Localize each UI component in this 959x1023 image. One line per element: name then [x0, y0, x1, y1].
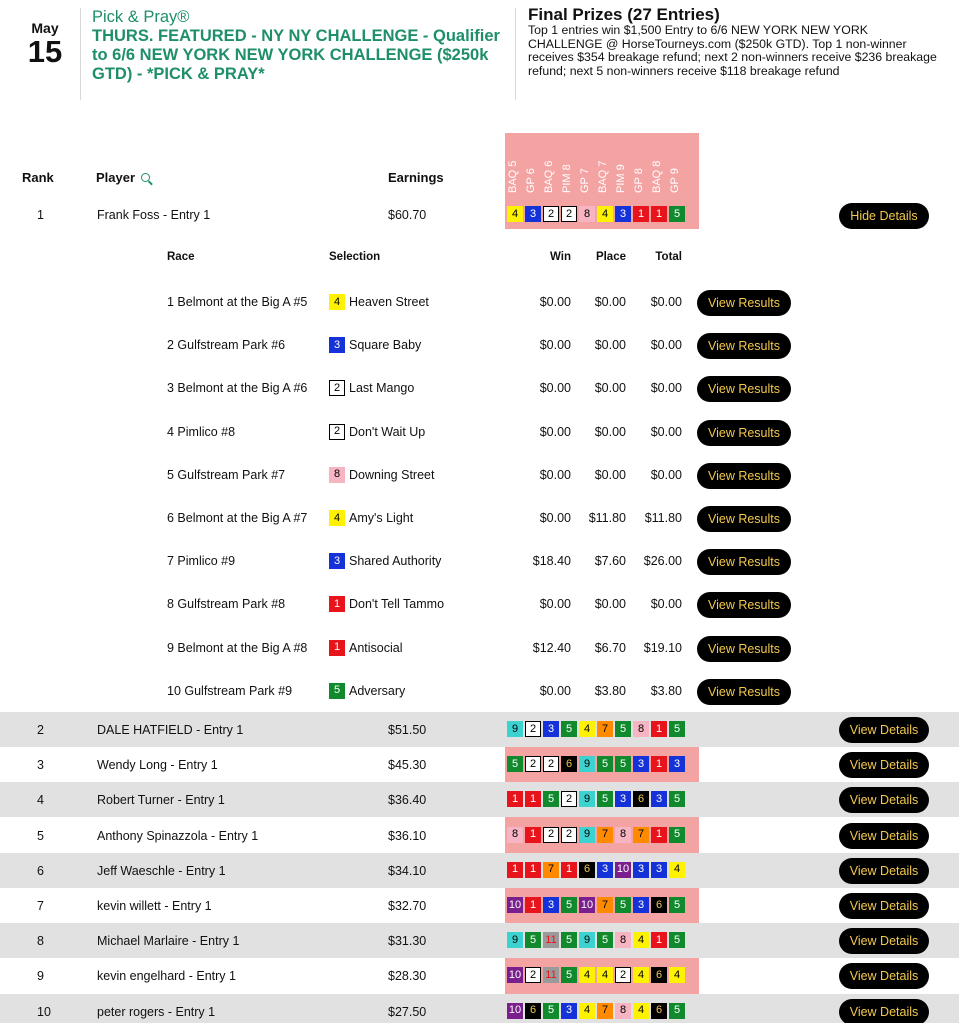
- race-name: 3 Belmont at the Big A #6: [167, 381, 308, 396]
- pick-badge: 9: [579, 791, 595, 807]
- player-column-label: Player: [96, 170, 136, 185]
- pick-badge: 3: [615, 206, 631, 222]
- header-divider: [80, 8, 81, 100]
- place-payout: $7.60: [594, 554, 626, 569]
- row-earnings: $36.40: [388, 793, 427, 808]
- pick-badge: 6: [651, 897, 667, 913]
- view-details-button[interactable]: View Details: [839, 999, 929, 1023]
- row-rank: 4: [37, 793, 44, 808]
- pick-badge: 1: [651, 206, 667, 222]
- pick-badge: 3: [597, 862, 613, 878]
- row-earnings: $31.30: [388, 934, 427, 949]
- row-picks: [507, 967, 685, 983]
- pick-badge: 11: [543, 967, 559, 983]
- view-details-button[interactable]: View Details: [839, 823, 929, 849]
- race-header-baq-7: [597, 138, 611, 193]
- row-rank: 7: [37, 899, 44, 913]
- standings-row: [0, 818, 959, 853]
- place-payout: $0.00: [594, 381, 626, 396]
- row-earnings: $51.50: [388, 723, 427, 737]
- pick-badge: 9: [507, 721, 523, 737]
- pick-badge: 5: [669, 1003, 685, 1019]
- horse-name: Don't Tell Tammo: [349, 597, 445, 612]
- race-header-pim-8: [561, 138, 575, 193]
- pick-badge: 11: [543, 932, 559, 948]
- program-number-badge: 5: [329, 683, 345, 699]
- horse-name: Don't Wait Up: [349, 424, 426, 439]
- win-payout: $0.00: [539, 467, 571, 482]
- standings-row: [0, 853, 959, 888]
- race-header-baq-6: [543, 138, 557, 193]
- pick-badge: 1: [651, 756, 667, 772]
- pick-badge: 7: [597, 897, 613, 913]
- details-total-header: Total: [655, 251, 682, 263]
- selection-badge: [329, 510, 345, 526]
- contest-date: [20, 20, 70, 67]
- pick-badge: 5: [669, 791, 685, 807]
- final-prizes-description: Top 1 entries win $1,500 Entry to 6/6 NEW YORK NEW YORK CHALLENGE @ HorseTourneys.com ($250k GTD). Top 1 non-winner receives $354 breakage refund; next 2 non-winners receive $236 breakage refund; next 5 non-winners receive $118 breakage refund: [528, 23, 937, 78]
- row-player[interactable]: Wendy Long - Entry 1: [97, 758, 218, 773]
- race-name: 1 Belmont at the Big A #5: [167, 295, 308, 309]
- total-payout: $11.80: [644, 511, 682, 525]
- pick-badge: 10: [507, 967, 523, 983]
- standings-row: [0, 712, 959, 747]
- pick-badge: 5: [669, 897, 685, 913]
- horse-name: Last Mango: [349, 381, 415, 396]
- row-player[interactable]: Robert Turner - Entry 1: [97, 793, 225, 808]
- standings-row: [0, 958, 959, 993]
- row-player[interactable]: DALE HATFIELD - Entry 1: [97, 723, 244, 737]
- pick-badge: 2: [525, 756, 541, 772]
- pick-badge: 3: [651, 862, 667, 878]
- program-number-badge: 2: [329, 424, 345, 440]
- pick-badge: 5: [543, 1003, 559, 1019]
- pick-badge: 7: [597, 721, 613, 737]
- pick-badge: 4: [633, 967, 649, 983]
- selection-badge: [329, 640, 345, 656]
- leader-player[interactable]: Frank Foss - Entry 1: [97, 208, 211, 222]
- total-payout: $0.00: [650, 381, 682, 396]
- view-details-button[interactable]: View Details: [839, 963, 929, 989]
- row-player[interactable]: kevin engelhard - Entry 1: [97, 969, 236, 984]
- view-results-button[interactable]: View Results: [697, 420, 791, 446]
- rank-column-header: Rank: [22, 170, 54, 185]
- row-picks: [507, 897, 685, 913]
- race-name: 6 Belmont at the Big A #7: [167, 511, 308, 525]
- pick-badge: 3: [525, 206, 541, 222]
- row-rank: 6: [37, 863, 44, 878]
- pick-badge: 4: [579, 967, 595, 983]
- pick-badge: 8: [579, 206, 595, 222]
- pick-badge: 5: [525, 932, 541, 948]
- race-name: 9 Belmont at the Big A #8: [167, 640, 308, 655]
- win-payout: $0.00: [539, 295, 571, 309]
- race-header-label: PIM 9: [615, 164, 627, 193]
- total-payout: $3.80: [650, 683, 682, 698]
- leader-earnings: $60.70: [388, 208, 427, 222]
- view-details-button[interactable]: View Details: [839, 752, 929, 778]
- row-rank: 9: [37, 969, 44, 984]
- win-payout: $12.40: [532, 640, 571, 655]
- row-earnings: $28.30: [388, 969, 427, 984]
- pick-badge: 4: [579, 1003, 595, 1019]
- standings-row: [0, 994, 959, 1023]
- pick-badge: 4: [597, 206, 613, 222]
- pick-badge: 5: [669, 932, 685, 948]
- final-prizes-title: Final Prizes (27 Entries): [528, 5, 720, 24]
- details-selection-header: Selection: [329, 251, 381, 263]
- row-picks: [507, 756, 685, 772]
- pick-badge: 5: [669, 206, 685, 222]
- pick-badge: 10: [579, 897, 595, 913]
- pick-badge: 10: [615, 862, 631, 878]
- selection-badge: [329, 683, 345, 699]
- pick-badge: 4: [669, 967, 685, 983]
- place-payout: $0.00: [594, 597, 626, 612]
- place-payout: $6.70: [594, 640, 626, 655]
- win-payout: $0.00: [539, 683, 571, 698]
- pick-badge: 1: [633, 206, 649, 222]
- standings-row: [0, 782, 959, 817]
- race-header-label: GP 9: [669, 168, 681, 193]
- row-picks: [507, 721, 685, 737]
- final-prizes: [528, 5, 938, 78]
- pick-badge: 4: [507, 206, 523, 222]
- place-payout: $0.00: [594, 338, 626, 353]
- race-header-label: BAQ 5: [507, 160, 519, 193]
- row-player[interactable]: peter rogers - Entry 1: [97, 1004, 216, 1019]
- pick-badge: 4: [669, 862, 685, 878]
- pick-badge: 3: [615, 791, 631, 807]
- win-payout: $0.00: [539, 511, 571, 525]
- pick-badge: 6: [633, 791, 649, 807]
- details-win-header: Win: [550, 251, 571, 263]
- selection-badge: [329, 424, 345, 440]
- program-number-badge: 1: [329, 640, 345, 656]
- pick-badge: 10: [507, 897, 523, 913]
- pick-badge: 3: [669, 756, 685, 772]
- total-payout: $26.00: [643, 554, 682, 569]
- pick-badge: 5: [597, 791, 613, 807]
- pick-badge: 2: [561, 791, 577, 807]
- pick-badge: 6: [525, 1003, 541, 1019]
- race-name: 4 Pimlico #8: [167, 424, 236, 439]
- view-details-button[interactable]: View Details: [839, 787, 929, 813]
- view-details-button[interactable]: View Details: [839, 893, 929, 919]
- pick-badge: 8: [633, 721, 649, 737]
- contest-name: THURS. FEATURED - NY NY CHALLENGE - Qualifier to 6/6 NEW YORK NEW YORK CHALLENGE ($250k GTD) - *PICK & PRAY*: [92, 27, 500, 83]
- pick-badge: 5: [669, 827, 685, 843]
- pick-badge: 1: [651, 827, 667, 843]
- row-rank: 5: [37, 828, 44, 843]
- contest-brand: Pick & Pray®: [92, 8, 190, 26]
- program-number-badge: 3: [329, 553, 345, 569]
- pick-badge: 9: [507, 932, 523, 948]
- pick-badge: 1: [651, 932, 667, 948]
- race-header-label: GP 7: [579, 168, 591, 193]
- pick-badge: 3: [543, 897, 559, 913]
- pick-badge: 1: [525, 791, 541, 807]
- program-number-badge: 4: [329, 294, 345, 310]
- pick-badge: 6: [561, 756, 577, 772]
- race-name: 5 Gulfstream Park #7: [167, 467, 286, 482]
- pick-badge: 3: [633, 862, 649, 878]
- pick-badge: 2: [543, 206, 559, 222]
- view-results-button[interactable]: View Results: [697, 506, 791, 532]
- row-player[interactable]: Anthony Spinazzola - Entry 1: [97, 828, 259, 843]
- selection-badge: [329, 294, 345, 310]
- pick-badge: 4: [633, 1003, 649, 1019]
- win-payout: $0.00: [539, 597, 571, 612]
- pick-badge: 7: [597, 1003, 613, 1019]
- pick-badge: 1: [507, 791, 523, 807]
- horse-name: Amy's Light: [349, 511, 414, 525]
- view-results-button[interactable]: View Results: [697, 463, 791, 489]
- program-number-badge: 8: [329, 467, 345, 483]
- pick-badge: 1: [561, 862, 577, 878]
- program-number-badge: 2: [329, 380, 345, 396]
- pick-badge: 5: [543, 791, 559, 807]
- pick-badge: 10: [507, 1003, 523, 1019]
- race-header-label: PIM 8: [561, 164, 573, 193]
- pick-badge: 6: [651, 1003, 667, 1019]
- pick-badge: 3: [633, 897, 649, 913]
- pick-badge: 2: [543, 756, 559, 772]
- view-results-button[interactable]: View Results: [697, 290, 791, 316]
- pick-badge: 6: [651, 967, 667, 983]
- pick-badge: 3: [561, 1003, 577, 1019]
- row-earnings: $32.70: [388, 899, 427, 913]
- win-payout: $0.00: [539, 424, 571, 439]
- place-payout: $3.80: [594, 683, 626, 698]
- race-name: 8 Gulfstream Park #8: [167, 597, 286, 612]
- pick-badge: 9: [579, 756, 595, 772]
- pick-badge: 6: [579, 862, 595, 878]
- place-payout: $0.00: [594, 424, 626, 439]
- pick-badge: 5: [507, 756, 523, 772]
- pick-badge: 1: [525, 827, 541, 843]
- standings-row: [0, 747, 959, 782]
- selection-badge: [329, 553, 345, 569]
- win-payout: $0.00: [539, 381, 571, 396]
- total-payout: $19.10: [643, 640, 682, 655]
- pick-badge: 5: [561, 897, 577, 913]
- selection-badge: [329, 596, 345, 612]
- race-header-baq-8: [651, 138, 665, 193]
- race-header-label: GP 8: [633, 168, 645, 193]
- row-earnings: $27.50: [388, 1004, 427, 1019]
- row-rank: 3: [37, 758, 44, 773]
- view-results-button[interactable]: View Results: [697, 592, 791, 618]
- race-header-gp-7: [579, 138, 593, 193]
- place-payout: $11.80: [588, 511, 626, 525]
- contest-title: [92, 8, 502, 84]
- details-race-header: Race: [167, 251, 195, 263]
- horse-name: Antisocial: [349, 640, 403, 655]
- pick-badge: 5: [561, 932, 577, 948]
- place-payout: $0.00: [594, 295, 626, 309]
- row-picks: [507, 791, 685, 807]
- row-rank: 10: [37, 1004, 51, 1019]
- pick-badge: 5: [615, 897, 631, 913]
- pick-badge: 7: [543, 862, 559, 878]
- view-details-button[interactable]: View Details: [839, 717, 929, 743]
- win-payout: $0.00: [539, 338, 571, 353]
- pick-badge: 4: [597, 967, 613, 983]
- date-day: 15: [27, 34, 63, 69]
- program-number-badge: 1: [329, 596, 345, 612]
- horse-name: Downing Street: [349, 467, 435, 482]
- pick-badge: 1: [525, 897, 541, 913]
- pick-badge: 3: [651, 791, 667, 807]
- race-header-label: BAQ 8: [651, 160, 663, 193]
- pick-badge: 2: [525, 967, 541, 983]
- pick-badge: 5: [669, 721, 685, 737]
- standings-row: [0, 923, 959, 958]
- race-name: 7 Pimlico #9: [167, 554, 236, 569]
- total-payout: $0.00: [650, 597, 682, 612]
- race-header-label: BAQ 6: [543, 160, 555, 193]
- program-number-badge: 3: [329, 337, 345, 353]
- pick-badge: 1: [507, 862, 523, 878]
- selection-badge: [329, 380, 345, 396]
- row-picks: [507, 932, 685, 948]
- pick-badge: 5: [597, 756, 613, 772]
- selection-badge: [329, 467, 345, 483]
- pick-badge: 5: [615, 756, 631, 772]
- pick-badge: 8: [615, 1003, 631, 1019]
- pick-badge: 8: [615, 932, 631, 948]
- pick-badge: 1: [525, 862, 541, 878]
- pick-badge: 8: [615, 827, 631, 843]
- hide-details-button[interactable]: Hide Details: [839, 203, 929, 229]
- date-month: May: [31, 20, 59, 36]
- view-results-button[interactable]: View Results: [697, 636, 791, 662]
- total-payout: $0.00: [650, 467, 682, 482]
- pick-badge: 2: [543, 827, 559, 843]
- standings-row: [0, 888, 959, 923]
- pick-badge: 2: [615, 967, 631, 983]
- header-divider-2: [515, 8, 516, 100]
- view-results-button[interactable]: View Results: [697, 679, 791, 705]
- total-payout: $0.00: [650, 338, 682, 353]
- leader-rank: 1: [37, 208, 44, 222]
- race-header-gp-6: [525, 138, 539, 193]
- view-results-button[interactable]: View Results: [697, 376, 791, 402]
- earnings-column-header: Earnings: [388, 170, 444, 185]
- row-player[interactable]: Jeff Waeschle - Entry 1: [97, 863, 226, 878]
- row-picks: [507, 827, 685, 843]
- horse-name: Shared Authority: [349, 554, 442, 569]
- race-header-label: GP 6: [525, 168, 537, 193]
- program-number-badge: 4: [329, 510, 345, 526]
- row-rank: 8: [37, 934, 44, 949]
- pick-badge: 3: [543, 721, 559, 737]
- race-header-label: BAQ 7: [597, 160, 609, 193]
- race-header-pim-9: [615, 138, 629, 193]
- pick-badge: 5: [561, 967, 577, 983]
- pick-badge: 5: [561, 721, 577, 737]
- row-earnings: $34.10: [388, 863, 427, 878]
- race-name: 2 Gulfstream Park #6: [167, 338, 286, 353]
- pick-badge: 9: [579, 932, 595, 948]
- row-player[interactable]: kevin willett - Entry 1: [97, 899, 212, 913]
- pick-badge: 4: [633, 932, 649, 948]
- row-earnings: $36.10: [388, 828, 427, 843]
- pick-badge: 2: [561, 827, 577, 843]
- pick-badge: 9: [579, 827, 595, 843]
- view-details-button[interactable]: View Details: [839, 928, 929, 954]
- pick-badge: 7: [597, 827, 613, 843]
- race-header-gp-8: [633, 138, 647, 193]
- pick-badge: 2: [525, 721, 541, 737]
- pick-badge: 4: [579, 721, 595, 737]
- pick-badge: 5: [615, 721, 631, 737]
- race-header-baq-5: [507, 138, 521, 193]
- pick-badge: 7: [633, 827, 649, 843]
- total-payout: $0.00: [650, 295, 682, 309]
- search-icon[interactable]: [141, 173, 150, 182]
- pick-badge: 1: [651, 721, 667, 737]
- horse-name: Adversary: [349, 683, 406, 698]
- details-place-header: Place: [595, 251, 626, 263]
- row-picks: [507, 862, 685, 878]
- row-rank: 2: [37, 723, 44, 737]
- pick-badge: 5: [597, 932, 613, 948]
- view-results-button[interactable]: View Results: [697, 549, 791, 575]
- pick-badge: 8: [507, 827, 523, 843]
- view-details-button[interactable]: View Details: [839, 858, 929, 884]
- view-results-button[interactable]: View Results: [697, 333, 791, 359]
- row-player[interactable]: Michael Marlaire - Entry 1: [97, 934, 240, 949]
- contest-header: [0, 0, 959, 110]
- race-name: 10 Gulfstream Park #9: [167, 683, 293, 698]
- horse-name: Square Baby: [349, 338, 422, 353]
- pick-badge: 2: [561, 206, 577, 222]
- total-payout: $0.00: [650, 424, 682, 439]
- player-column-header[interactable]: [96, 170, 150, 185]
- place-payout: $0.00: [594, 467, 626, 482]
- row-earnings: $45.30: [388, 758, 427, 773]
- horse-name: Heaven Street: [349, 295, 429, 309]
- leader-picks: [507, 206, 685, 222]
- row-picks: [507, 1003, 685, 1019]
- win-payout: $18.40: [532, 554, 571, 569]
- pick-badge: 3: [633, 756, 649, 772]
- selection-badge: [329, 337, 345, 353]
- race-header-gp-9: [669, 138, 683, 193]
